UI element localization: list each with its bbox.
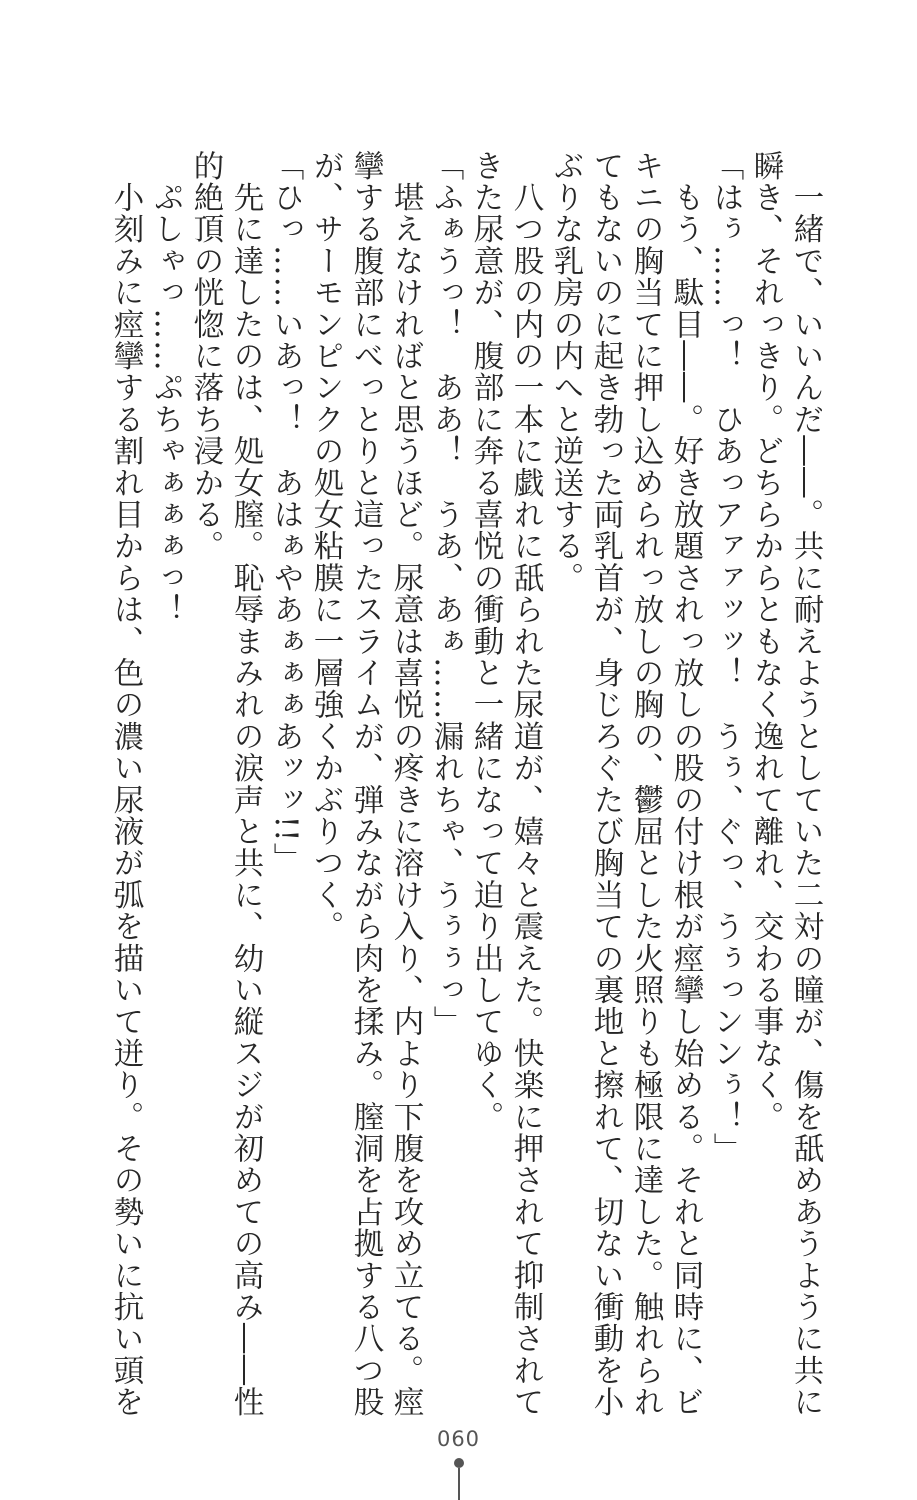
page-number: 060 xyxy=(436,1427,481,1451)
page-marker-stem xyxy=(458,1468,460,1500)
text-line: てもないのに起き勃った両乳首が、身じろぐたび胸当ての裏地と擦れて、切ない衝動を小 xyxy=(588,150,623,1418)
text-line: 八つ股の内の一本に戯れに舐られた尿道が、嬉々と震えた。快楽に押されて抑制されて xyxy=(508,150,543,1418)
text-line: 「はぅ……っ！ ひあっアァァッッ！ うぅ、ぐっ、うぅっンンぅ！」 xyxy=(708,150,743,1165)
text-line: キニの胸当てに押し込められっ放しの胸の、鬱屈とした火照りも極限に達した。触れられ xyxy=(628,150,663,1418)
text-line: 的絶頂の恍惚に落ち浸かる。 xyxy=(188,150,223,563)
text-line: ぷしゃっ……ぷちゃぁぁぁっ！ xyxy=(148,150,183,626)
vertical-text-body xyxy=(105,150,825,1418)
text-line: 「ひっ……いあっ！ あはぁやあぁぁぁあッッ!!」 xyxy=(268,150,303,875)
text-line: 堪えなければと思うほど。尿意は喜悦の疼きに溶け入り、内より下腹を攻め立てる。痙 xyxy=(388,150,423,1418)
text-line: 先に達したのは、処女膣。恥辱まみれの涙声と共に、幼い縦スジが初めての高み――性 xyxy=(228,150,263,1418)
text-line: が、サーモンピンクの処女粘膜に一層強くかぶりつく。 xyxy=(308,150,343,943)
page-marker-icon xyxy=(454,1458,464,1500)
text-line: もう、駄目――。好き放題されっ放しの股の付け根が痙攣し始める。それと同時に、ビ xyxy=(668,150,703,1418)
text-line: 攣する腹部にべっとりと這ったスライムが、弾みながら肉を揉み。膣洞を占拠する八つ股 xyxy=(348,150,383,1418)
text-line: 「ふぁうっ！ ああ！ うあ、あぁ……漏れちゃ、うぅぅっ」 xyxy=(428,150,463,1038)
text-line: 小刻みに痙攣する割れ目からは、色の濃い尿液が弧を描いて迸り。その勢いに抗い頭を xyxy=(108,150,143,1418)
text-line: きた尿意が、腹部に奔る喜悦の衝動と一緒になって迫り出してゆく。 xyxy=(468,150,503,1133)
text-line: 瞬き、それっきり。どちらからともなく逸れて離れ、交わる事なく。 xyxy=(748,150,783,1133)
text-line: ぶりな乳房の内へと逆送する。 xyxy=(548,150,583,594)
text-line: 一緒で、いいんだ――。共に耐えようとしていた二対の瞳が、傷を舐めあうように共に xyxy=(788,150,823,1418)
page-marker-dot xyxy=(454,1458,464,1468)
